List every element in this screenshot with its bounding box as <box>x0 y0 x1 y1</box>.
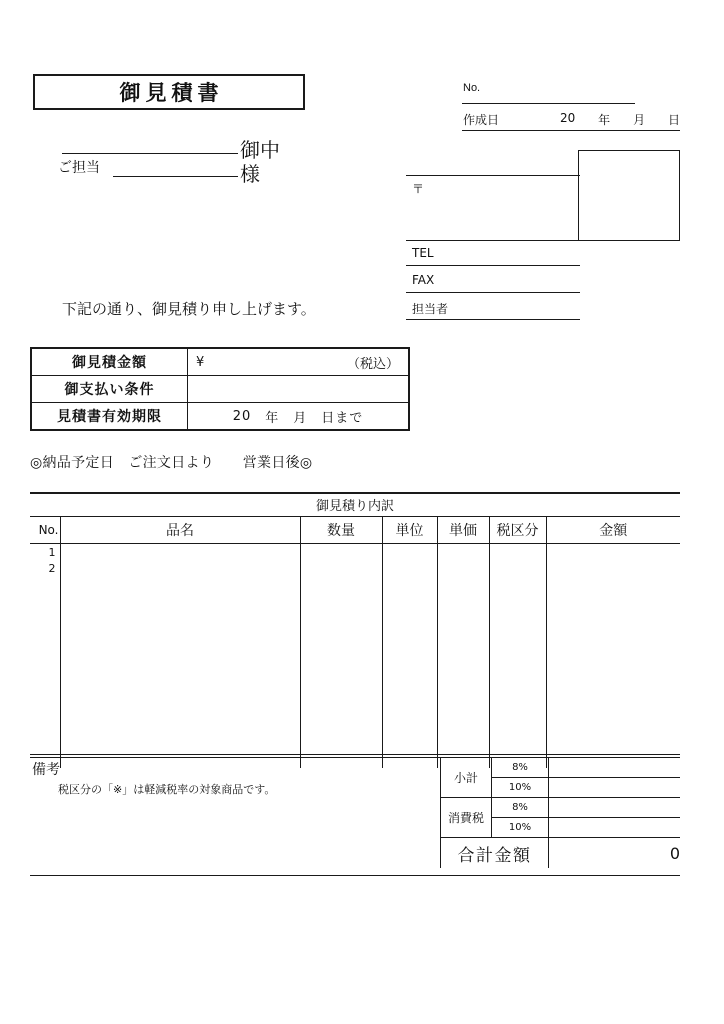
item-cell-unit[interactable] <box>382 720 437 736</box>
item-cell-tax-class[interactable] <box>489 720 546 736</box>
item-cell-price[interactable] <box>437 736 489 752</box>
item-cell-no <box>30 640 60 656</box>
table-row <box>30 688 680 704</box>
table-row <box>30 592 680 608</box>
item-cell-tax-class[interactable] <box>489 624 546 640</box>
item-cell-name[interactable] <box>60 608 300 624</box>
table-row <box>30 704 680 720</box>
issue-date-label: 作成日 <box>463 113 500 127</box>
currency-symbol: ¥ <box>196 354 205 370</box>
delivery-schedule-note: ◎納品予定日 ご注文日より 営業日後◎ <box>30 455 313 471</box>
item-cell-amount[interactable] <box>546 688 680 704</box>
item-cell-unit[interactable] <box>382 576 437 592</box>
item-cell-price[interactable] <box>437 560 489 576</box>
item-cell-tax-class[interactable] <box>489 688 546 704</box>
item-cell-no <box>30 592 60 608</box>
issue-date-year-unit: 年 <box>598 113 611 127</box>
item-cell-qty[interactable] <box>300 544 382 561</box>
subtotal-label: 小計 <box>441 758 492 798</box>
item-cell-qty[interactable] <box>300 624 382 640</box>
item-cell-unit[interactable] <box>382 656 437 672</box>
items-top-rule <box>30 492 680 494</box>
item-cell-name[interactable] <box>60 592 300 608</box>
item-cell-amount[interactable] <box>546 544 680 561</box>
item-cell-no <box>30 720 60 736</box>
grand-total-value: 0 <box>669 843 680 863</box>
tax-value-10[interactable] <box>549 818 681 838</box>
item-cell-unit[interactable] <box>382 624 437 640</box>
item-cell-unit[interactable] <box>382 704 437 720</box>
grand-total-label: 合計金額 <box>441 838 549 869</box>
item-cell-name[interactable] <box>60 672 300 688</box>
postal-code-icon: 〒 <box>412 182 425 196</box>
table-row <box>30 672 680 688</box>
payment-terms-label: 御支払い条件 <box>31 376 188 403</box>
table-row <box>30 560 680 576</box>
item-cell-qty[interactable] <box>300 592 382 608</box>
tel-input-line[interactable] <box>406 265 580 266</box>
item-cell-unit[interactable] <box>382 592 437 608</box>
item-cell-amount[interactable] <box>546 656 680 672</box>
item-cell-amount[interactable] <box>546 576 680 592</box>
validity-year-prefix: 20 <box>232 408 252 424</box>
page-title: 御見積書 <box>119 81 224 105</box>
item-cell-amount[interactable] <box>546 608 680 624</box>
recipient-contact-suffix: 様 <box>240 162 260 186</box>
remarks-note: 税区分の「※」は軽減税率の対象商品です。 <box>58 783 276 796</box>
grand-total-row <box>441 838 681 869</box>
consumption-tax-label: 消費税 <box>441 798 492 838</box>
item-cell-tax-class[interactable] <box>489 640 546 656</box>
item-cell-amount[interactable] <box>546 640 680 656</box>
items-col-price: 単価 <box>437 517 489 544</box>
item-cell-tax-class[interactable] <box>489 576 546 592</box>
item-cell-tax-class[interactable] <box>489 704 546 720</box>
document-title-box <box>33 74 305 110</box>
table-row <box>30 736 680 752</box>
item-cell-name[interactable] <box>60 704 300 720</box>
item-cell-name[interactable] <box>60 688 300 704</box>
item-cell-unit[interactable] <box>382 672 437 688</box>
quote-amount-label: 御見積金額 <box>31 348 188 376</box>
issuer-address-top-rule <box>406 175 580 176</box>
item-cell-unit[interactable] <box>382 544 437 561</box>
quote-amount-value-cell[interactable] <box>188 348 410 376</box>
subtotal-value-8[interactable] <box>549 758 681 778</box>
item-cell-amount[interactable] <box>546 704 680 720</box>
tax-row-8 <box>441 798 681 818</box>
item-cell-no <box>30 736 60 752</box>
item-cell-price[interactable] <box>437 672 489 688</box>
table-row <box>30 720 680 736</box>
item-cell-tax-class[interactable] <box>489 544 546 561</box>
item-cell-tax-class[interactable] <box>489 608 546 624</box>
item-cell-unit[interactable] <box>382 560 437 576</box>
item-cell-price[interactable] <box>437 688 489 704</box>
tax-rate-8: 8% <box>492 798 549 818</box>
issue-date-year-prefix: 20 <box>560 111 576 125</box>
item-cell-price[interactable] <box>437 592 489 608</box>
item-cell-price[interactable] <box>437 624 489 640</box>
item-cell-tax-class[interactable] <box>489 672 546 688</box>
subtotal-row-8 <box>441 758 681 778</box>
recipient-company-input-line[interactable] <box>62 153 238 154</box>
item-cell-unit[interactable] <box>382 688 437 704</box>
items-caption: 御見積り内訳 <box>315 499 394 514</box>
item-cell-amount[interactable] <box>546 736 680 752</box>
fax-input-line[interactable] <box>406 292 580 293</box>
item-cell-qty[interactable] <box>300 656 382 672</box>
item-cell-price[interactable] <box>437 704 489 720</box>
issue-date-day-unit: 日 <box>667 113 680 127</box>
item-cell-name[interactable] <box>60 576 300 592</box>
table-row <box>30 544 680 561</box>
item-cell-no <box>30 704 60 720</box>
issue-date-input-line[interactable] <box>462 130 680 131</box>
item-cell-qty[interactable] <box>300 720 382 736</box>
item-cell-name[interactable] <box>60 736 300 752</box>
subtotal-rate-8: 8% <box>492 758 549 778</box>
subtotal-rate-10: 10% <box>492 778 549 798</box>
item-cell-unit[interactable] <box>382 640 437 656</box>
footer-bottom-rule <box>30 875 680 876</box>
tel-label: TEL <box>412 246 434 260</box>
item-cell-price[interactable] <box>437 608 489 624</box>
fax-label: FAX <box>412 273 435 287</box>
summary-row-payment-terms <box>31 376 409 403</box>
validity-day-unit: 日まで <box>321 410 364 426</box>
table-row <box>30 656 680 672</box>
item-cell-unit[interactable] <box>382 608 437 624</box>
item-cell-price[interactable] <box>437 640 489 656</box>
item-cell-no: 1 <box>48 545 56 559</box>
item-cell-name[interactable] <box>60 640 300 656</box>
item-cell-no <box>30 576 60 592</box>
item-cell-tax-class[interactable] <box>489 656 546 672</box>
item-cell-no <box>30 624 60 640</box>
item-cell-qty[interactable] <box>300 704 382 720</box>
item-cell-unit[interactable] <box>382 736 437 752</box>
item-cell-amount[interactable] <box>546 560 680 576</box>
item-cell-name[interactable] <box>60 624 300 640</box>
issuer-address-bottom-rule <box>406 240 580 241</box>
item-cell-price[interactable] <box>437 656 489 672</box>
item-cell-tax-class[interactable] <box>489 736 546 752</box>
item-cell-qty[interactable] <box>300 608 382 624</box>
item-cell-no <box>30 688 60 704</box>
item-cell-qty[interactable] <box>300 736 382 752</box>
item-cell-qty[interactable] <box>300 640 382 656</box>
item-cell-tax-class[interactable] <box>489 560 546 576</box>
item-cell-price[interactable] <box>437 576 489 592</box>
items-col-amount: 金額 <box>546 517 680 544</box>
item-cell-qty[interactable] <box>300 576 382 592</box>
validity-label: 見積書有効期限 <box>31 403 188 431</box>
item-cell-amount[interactable] <box>546 592 680 608</box>
items-col-unit: 単位 <box>382 517 437 544</box>
staff-input-line[interactable] <box>406 319 580 320</box>
item-cell-tax-class[interactable] <box>489 592 546 608</box>
item-cell-amount[interactable] <box>546 672 680 688</box>
items-table <box>30 516 680 768</box>
staff-label: 担当者 <box>412 302 449 316</box>
item-cell-no <box>30 672 60 688</box>
items-col-name: 品名 <box>60 517 300 544</box>
issue-date-month-unit: 月 <box>633 113 646 127</box>
document-number-input-line[interactable] <box>462 103 635 104</box>
summary-row-validity <box>31 403 409 431</box>
items-body <box>30 544 680 769</box>
company-stamp-box[interactable] <box>578 150 680 241</box>
subtotal-value-10[interactable] <box>549 778 681 798</box>
table-row <box>30 640 680 656</box>
validity-value-cell[interactable] <box>188 403 410 431</box>
item-cell-amount[interactable] <box>546 720 680 736</box>
table-row <box>30 576 680 592</box>
recipient-company-suffix: 御中 <box>240 138 280 162</box>
item-cell-no <box>30 608 60 624</box>
payment-terms-value-cell[interactable] <box>188 376 410 403</box>
item-cell-name[interactable] <box>60 560 300 576</box>
recipient-contact-label: ご担当 <box>58 160 100 176</box>
table-row <box>30 624 680 640</box>
item-cell-qty[interactable] <box>300 672 382 688</box>
items-col-qty: 数量 <box>300 517 382 544</box>
tax-rate-10: 10% <box>492 818 549 838</box>
item-cell-name[interactable] <box>60 656 300 672</box>
document-number-label: No. <box>463 82 481 94</box>
remarks-label: 備考 <box>32 762 60 778</box>
recipient-contact-input-line[interactable] <box>113 176 238 177</box>
items-col-no: No. <box>30 517 60 544</box>
item-cell-name[interactable] <box>60 720 300 736</box>
summary-row-quote-amount <box>31 348 409 376</box>
item-cell-no <box>30 656 60 672</box>
validity-year-unit: 年 <box>265 410 280 426</box>
items-bottom-rule <box>30 754 680 755</box>
intro-sentence: 下記の通り、御見積り申し上げます。 <box>62 300 316 318</box>
item-cell-price[interactable] <box>437 720 489 736</box>
item-cell-no: 2 <box>48 561 56 575</box>
validity-month-unit: 月 <box>293 410 308 426</box>
item-cell-amount[interactable] <box>546 624 680 640</box>
summary-table <box>30 347 410 431</box>
item-cell-qty[interactable] <box>300 688 382 704</box>
item-cell-price[interactable] <box>437 544 489 561</box>
table-row <box>30 608 680 624</box>
items-header-row <box>30 517 680 544</box>
items-col-tax-class: 税区分 <box>489 517 546 544</box>
item-cell-qty[interactable] <box>300 560 382 576</box>
quote-amount-tax-note: （税込） <box>346 356 399 372</box>
tax-value-8[interactable] <box>549 798 681 818</box>
totals-table <box>440 758 680 868</box>
issue-date-fields[interactable] <box>560 111 680 128</box>
item-cell-name[interactable] <box>60 544 300 561</box>
